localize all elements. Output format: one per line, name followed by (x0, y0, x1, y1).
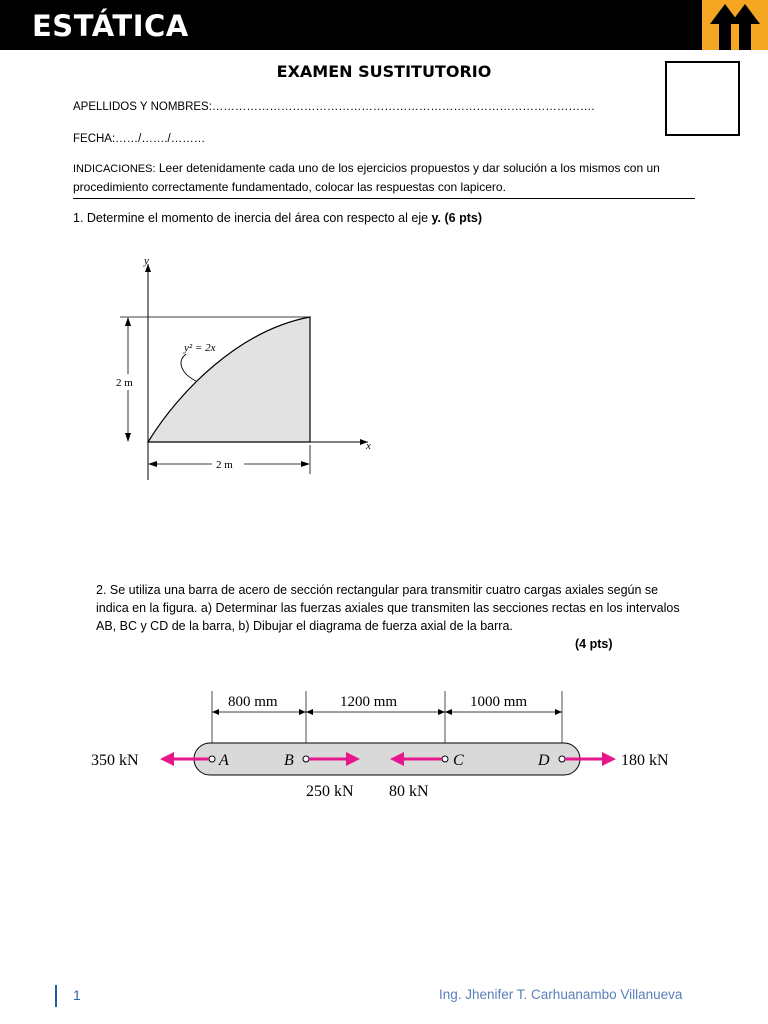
point-d (559, 756, 565, 762)
question-1-points: (6 pts) (441, 211, 483, 225)
header-title: ESTÁTICA (32, 9, 189, 43)
point-a (209, 756, 215, 762)
question-2-points: (4 pts) (575, 637, 613, 651)
label-b: B (284, 752, 294, 769)
question-1-axis: y. (431, 211, 442, 225)
width-label: 2 m (216, 459, 233, 471)
footer-bar (55, 985, 57, 1007)
load-b: 250 kN (306, 783, 354, 800)
point-b (303, 756, 309, 762)
curve-leader (181, 354, 196, 381)
twin-up-arrows-logo-icon (702, 0, 768, 50)
photo-box (665, 61, 740, 136)
dim-bc: 1200 mm (340, 694, 398, 710)
question-2 (96, 581, 681, 651)
question-1-text: 1. Determine el momento de inercia del área con respecto al eje (73, 211, 432, 225)
y-axis-label: y (144, 255, 149, 267)
load-a: 350 kN (91, 752, 139, 769)
dim-ab: 800 mm (228, 694, 278, 710)
point-c (442, 756, 448, 762)
x-axis-label: x (366, 440, 371, 452)
question-2-figure (88, 685, 693, 805)
shaded-area (148, 317, 310, 442)
arrow-a-left (160, 752, 174, 766)
footer-author: Ing. Jhenifer T. Carhuanambo Villanueva (439, 987, 683, 1002)
label-a: A (219, 752, 229, 769)
exam-title: EXAMEN SUSTITUTORIO (276, 62, 492, 81)
arrow-d-right (602, 752, 616, 766)
date-field: FECHA:……/……./……… (73, 133, 206, 145)
question-1 (73, 211, 482, 225)
page-number: 1 (73, 987, 81, 1003)
divider (73, 198, 695, 199)
instructions-text: Leer detenidamente cada uno de los ejercicios propuestos y dar solución a los mismos con un procedimiento correctamente fundamentado, colocar las respuestas con lapicero. (73, 161, 660, 194)
load-d: 180 kN (621, 752, 669, 769)
label-d: D (538, 752, 550, 769)
question-1-figure (100, 250, 390, 485)
height-label: 2 m (116, 377, 133, 389)
name-field: APELLIDOS Y NOMBRES:………………………………………………………………………………………. (73, 101, 595, 113)
instructions (73, 159, 698, 196)
instructions-label: INDICACIONES: (73, 163, 156, 175)
question-2-text: 2. Se utiliza una barra de acero de sección rectangular para transmitir cuatro cargas axiales según se indica en la figura. a) Determinar las fuerzas axiales que transmiten las secciones rectas en los intervalos AB, BC y CD de la barra, b) Dibujar el diagrama de fuerza axial de la barra. (96, 583, 680, 633)
logo (702, 0, 768, 50)
dim-cd: 1000 mm (470, 694, 528, 710)
load-c: 80 kN (389, 783, 429, 800)
label-c: C (453, 752, 464, 769)
steel-bar (194, 743, 580, 775)
curve-label: y² = 2x (184, 342, 216, 354)
